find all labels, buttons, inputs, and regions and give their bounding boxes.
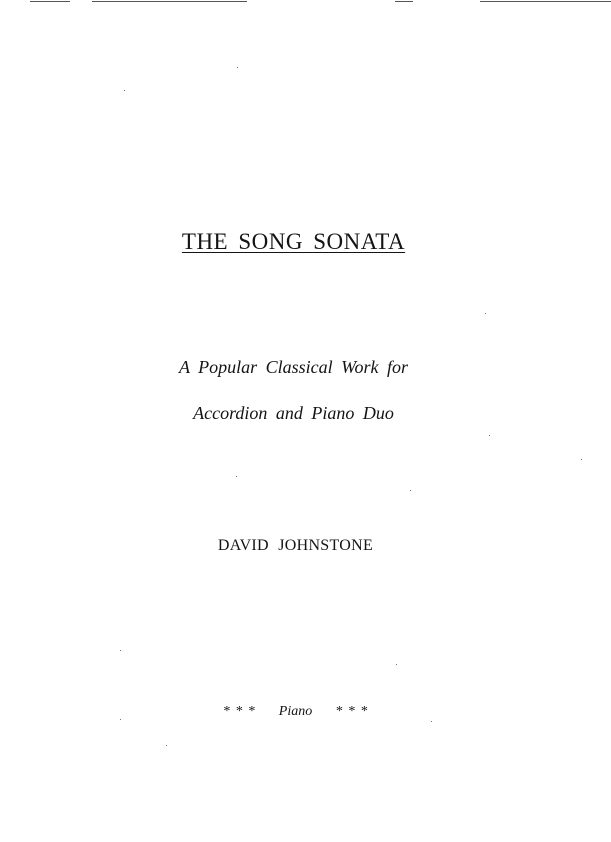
scan-speck [410, 490, 411, 491]
scan-speck [485, 313, 486, 314]
scan-speck [581, 459, 582, 460]
star-ornament-right: * * * [335, 704, 369, 719]
scan-speck [237, 67, 238, 68]
scan-speck [489, 435, 490, 436]
scan-speck [120, 650, 121, 651]
scan-speck [124, 90, 125, 91]
subtitle-line-1: A Popular Classical Work for [178, 357, 409, 377]
scan-mark [92, 1, 247, 2]
scan-speck [396, 664, 397, 665]
star-ornament-left: * * * [222, 704, 256, 719]
score-title: THE SONG SONATA [181, 229, 406, 254]
subtitle-line-2: Accordion and Piano Duo [193, 403, 394, 423]
scan-mark [480, 1, 611, 2]
scan-top-edge [0, 0, 611, 4]
instrument-part-label [0, 704, 591, 720]
scan-mark [30, 1, 70, 2]
composer-name: DAVID JOHNSTONE [217, 537, 374, 554]
scan-mark [395, 1, 413, 2]
scan-speck [431, 721, 432, 722]
part-name: Piano [278, 704, 313, 719]
scan-speck [166, 745, 167, 746]
scan-speck [236, 476, 237, 477]
